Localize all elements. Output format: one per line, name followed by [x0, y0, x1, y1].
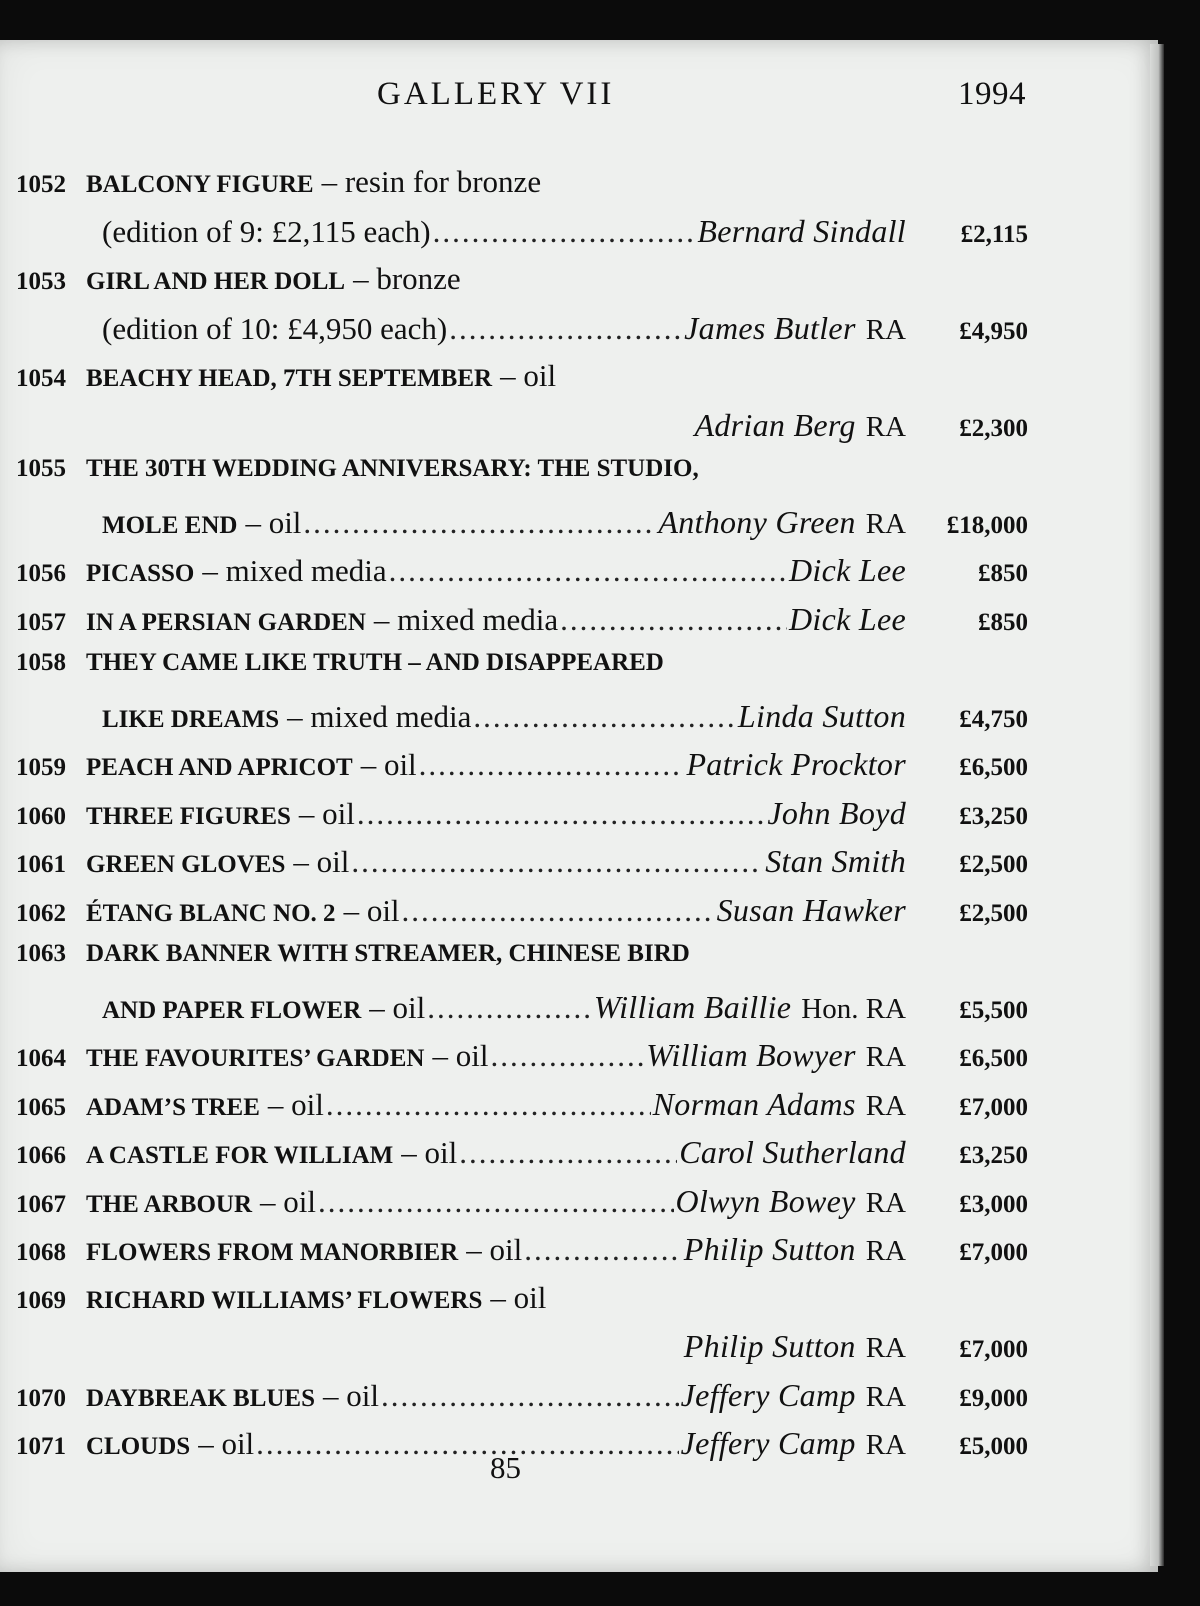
catalogue-entry	[16, 1377, 1028, 1426]
catalogue-number: 1062	[16, 899, 66, 927]
entry-line	[16, 1425, 1028, 1474]
artist-name: Anthony Green	[658, 503, 856, 540]
catalogue-number: 1066	[16, 1142, 66, 1169]
catalogue-number: 1054	[16, 365, 66, 392]
catalogue-entry	[16, 164, 1028, 261]
catalogue-number: 1063	[16, 940, 66, 967]
catalogue-entry	[16, 1086, 1028, 1135]
catalogue-number: 1070	[16, 1384, 66, 1412]
artwork-medium: – oil	[260, 1183, 316, 1219]
price: £9,000	[959, 1384, 1028, 1412]
dot-leader	[560, 602, 787, 638]
artist-name: Dick Lee	[788, 600, 906, 637]
artwork-medium: – oil	[198, 1426, 255, 1461]
entry-line	[16, 455, 1028, 504]
entry-line	[16, 1037, 1028, 1086]
artwork-title: PICASSO	[86, 560, 195, 587]
entry-line	[16, 261, 1028, 310]
artist-name: Philip Sutton	[683, 1231, 856, 1267]
catalogue-entry	[16, 1183, 1028, 1232]
price: £4,750	[959, 705, 1028, 733]
catalogue-entry	[16, 892, 1028, 941]
entry-line	[16, 1086, 1028, 1135]
artwork-title: ÉTANG BLANC NO. 2	[86, 899, 336, 927]
artist-name: William Baillie	[593, 988, 792, 1025]
catalogue-entry	[16, 940, 1028, 1037]
artwork-title: RICHARD WILLIAMS’ FLOWERS	[86, 1286, 483, 1314]
entry-line	[16, 940, 1028, 989]
catalogue-entry	[16, 455, 1028, 552]
entry-line	[16, 989, 1028, 1038]
entry-line	[16, 552, 1028, 601]
catalogue-entry	[16, 649, 1028, 746]
artwork-title-continued: MOLE END	[102, 511, 238, 539]
artwork-medium: – oil	[466, 1232, 523, 1267]
gallery-title: GALLERY VII	[377, 76, 615, 112]
artwork-title: THE FAVOURITES’ GARDEN	[86, 1045, 425, 1072]
entry-line	[16, 746, 1028, 795]
artwork-title: DARK BANNER WITH STREAMER, CHINESE BIRD	[86, 940, 690, 967]
artwork-medium: – resin for bronze	[321, 164, 542, 199]
artwork-title: BALCONY FIGURE	[86, 171, 314, 198]
artist-name: Olwyn Bowey	[675, 1182, 856, 1219]
catalogue-number: 1071	[16, 1433, 66, 1460]
catalogue-number: 1065	[16, 1093, 66, 1121]
price: £4,950	[959, 317, 1028, 345]
catalogue-entry	[16, 1134, 1028, 1183]
artwork-title: DAYBREAK BLUES	[86, 1384, 316, 1412]
entry-line	[16, 795, 1028, 844]
dot-leader	[459, 1135, 677, 1171]
artwork-title: GREEN GLOVES	[86, 851, 286, 878]
artwork-medium: – oil	[432, 1038, 489, 1073]
dot-leader	[256, 1426, 678, 1462]
catalogue-number: 1059	[16, 754, 66, 781]
dot-leader	[449, 311, 682, 347]
artist-name: Stan Smith	[765, 843, 906, 879]
artwork-title: THE ARBOUR	[86, 1190, 253, 1218]
entry-line	[16, 1328, 1028, 1377]
dot-leader	[381, 1378, 679, 1414]
price: £7,000	[959, 1093, 1028, 1121]
catalogue-entry	[16, 1425, 1028, 1474]
artwork-title: CLOUDS	[86, 1433, 191, 1460]
catalogue-number: 1069	[16, 1286, 66, 1314]
dot-leader	[389, 553, 787, 589]
entry-line	[16, 601, 1028, 650]
artwork-medium: – oil	[500, 358, 557, 393]
entry-line	[16, 1377, 1028, 1426]
artwork-medium: – oil	[360, 747, 417, 782]
artist-name: Adrian Berg	[694, 406, 856, 443]
dot-leader	[357, 796, 765, 832]
catalogue-entry	[16, 843, 1028, 892]
entry-line	[16, 1231, 1028, 1280]
catalogue-number: 1060	[16, 802, 66, 830]
dot-leader	[490, 1038, 644, 1074]
entry-line	[16, 1134, 1028, 1183]
artwork-title: THREE FIGURES	[86, 802, 291, 830]
dot-leader	[524, 1232, 682, 1268]
academy-suffix: RA	[865, 1429, 906, 1461]
artwork-title: FLOWERS FROM MANORBIER	[86, 1239, 459, 1266]
page-edge	[1150, 44, 1164, 1566]
entry-line	[16, 892, 1028, 941]
price: £2,500	[959, 851, 1028, 878]
edition-note: (edition of 9: £2,115 each)	[102, 213, 431, 249]
artwork-medium: – oil	[298, 795, 355, 831]
entry-line	[16, 649, 1028, 698]
dot-leader	[473, 699, 736, 735]
artwork-medium: – oil	[369, 989, 426, 1025]
catalogue-number: 1056	[16, 560, 66, 587]
catalogue-entry	[16, 601, 1028, 650]
catalogue-entries	[16, 164, 1028, 1474]
catalogue-number: 1064	[16, 1045, 66, 1072]
artwork-title-continued: LIKE DREAMS	[102, 705, 280, 733]
academy-suffix: RA	[865, 1235, 906, 1267]
price: £18,000	[946, 511, 1028, 539]
artist-name: Philip Sutton	[683, 1328, 856, 1364]
artist-name: Dick Lee	[788, 552, 906, 588]
dot-leader	[402, 893, 715, 929]
entry-line	[16, 164, 1028, 213]
catalogue-year: 1994	[958, 76, 1026, 112]
academy-suffix: RA	[865, 410, 906, 443]
artwork-medium: – mixed media	[287, 698, 472, 734]
catalogue-number: 1052	[16, 171, 66, 198]
dot-leader	[427, 990, 592, 1026]
price: £3,000	[959, 1190, 1028, 1218]
catalogue-entry	[16, 552, 1028, 601]
page-header	[0, 76, 1040, 116]
artist-name: James Butler	[684, 309, 856, 346]
artwork-medium: – bronze	[353, 261, 461, 296]
edition-note: (edition of 10: £4,950 each)	[102, 310, 448, 346]
artwork-title: IN A PERSIAN GARDEN	[86, 608, 366, 636]
artwork-medium: – oil	[401, 1135, 458, 1170]
academy-suffix: Hon. RA	[801, 992, 906, 1025]
dot-leader	[351, 844, 763, 880]
artist-name: Norman Adams	[652, 1085, 856, 1122]
academy-suffix: RA	[865, 1380, 906, 1413]
price: £850	[978, 608, 1028, 636]
entry-line	[16, 1280, 1028, 1329]
artwork-title-continued: AND PAPER FLOWER	[102, 996, 362, 1024]
academy-suffix: RA	[865, 1332, 906, 1364]
artist-name: Bernard Sindall	[697, 212, 906, 249]
dot-leader	[303, 505, 656, 541]
artwork-medium: – oil	[343, 892, 400, 928]
artist-name: William Bowyer	[646, 1037, 856, 1073]
dot-leader	[419, 747, 685, 783]
entry-line	[16, 698, 1028, 747]
artwork-medium: – oil	[267, 1086, 324, 1122]
page-number: 85	[490, 1450, 521, 1485]
artist-name: John Boyd	[767, 794, 906, 831]
price: £7,000	[959, 1239, 1028, 1266]
catalogue-entry	[16, 1280, 1028, 1377]
catalogue-entry	[16, 746, 1028, 795]
artwork-medium: – mixed media	[202, 553, 387, 588]
catalogue-number: 1057	[16, 608, 66, 636]
entry-line	[16, 407, 1028, 456]
artwork-title: GIRL AND HER DOLL	[86, 268, 346, 295]
catalogue-number: 1058	[16, 649, 66, 676]
artist-name: Linda Sutton	[737, 697, 906, 734]
dot-leader	[318, 1184, 674, 1220]
catalogue-entry	[16, 1231, 1028, 1280]
academy-suffix: RA	[865, 313, 906, 346]
artwork-medium: – oil	[293, 844, 350, 879]
artist-name: Carol Sutherland	[679, 1134, 906, 1170]
price: £6,500	[959, 1045, 1028, 1072]
entry-line	[16, 213, 1028, 262]
catalogue-number: 1068	[16, 1239, 66, 1266]
dot-leader	[326, 1087, 651, 1123]
catalogue-entry	[16, 261, 1028, 358]
artist-name: Jeffery Camp	[680, 1376, 856, 1413]
catalogue-number: 1061	[16, 851, 66, 878]
price: £2,115	[960, 220, 1028, 248]
price: £2,300	[959, 414, 1028, 442]
academy-suffix: RA	[865, 1186, 906, 1219]
entry-line	[16, 504, 1028, 553]
catalogue-number: 1055	[16, 455, 66, 482]
artwork-medium: – oil	[323, 1377, 379, 1413]
artist-name: Susan Hawker	[716, 891, 906, 928]
price: £5,500	[959, 996, 1028, 1024]
academy-suffix: RA	[865, 1041, 906, 1073]
academy-suffix: RA	[865, 1089, 906, 1122]
academy-suffix: RA	[865, 507, 906, 540]
entry-line	[16, 358, 1028, 407]
artwork-medium: – oil	[245, 504, 302, 540]
price: £850	[978, 560, 1028, 587]
catalogue-number: 1067	[16, 1190, 66, 1218]
price: £3,250	[959, 1142, 1028, 1169]
price: £5,000	[959, 1433, 1028, 1460]
artwork-title: THEY CAME LIKE TRUTH – AND DISAPPEARED	[86, 649, 664, 676]
artwork-title: A CASTLE FOR WILLIAM	[86, 1142, 394, 1169]
price: £7,000	[959, 1336, 1028, 1363]
catalogue-entry	[16, 1037, 1028, 1086]
catalogue-entry	[16, 795, 1028, 844]
entry-line	[16, 310, 1028, 359]
artist-name: Patrick Procktor	[686, 746, 906, 782]
artwork-medium: – oil	[490, 1279, 547, 1315]
artwork-title: PEACH AND APRICOT	[86, 754, 353, 781]
price: £2,500	[959, 899, 1028, 927]
entry-line	[16, 843, 1028, 892]
entry-line	[16, 1183, 1028, 1232]
artwork-medium: – mixed media	[373, 601, 559, 637]
catalogue-entry	[16, 358, 1028, 455]
catalogue-number: 1053	[16, 268, 66, 295]
artwork-title: BEACHY HEAD, 7TH SEPTEMBER	[86, 365, 493, 392]
price: £3,250	[959, 802, 1028, 830]
artwork-title: ADAM’S TREE	[86, 1093, 260, 1121]
dot-leader	[433, 214, 696, 250]
artist-name: Jeffery Camp	[680, 1425, 856, 1461]
artwork-title: THE 30TH WEDDING ANNIVERSARY: THE STUDIO,	[86, 455, 699, 482]
price: £6,500	[959, 754, 1028, 781]
